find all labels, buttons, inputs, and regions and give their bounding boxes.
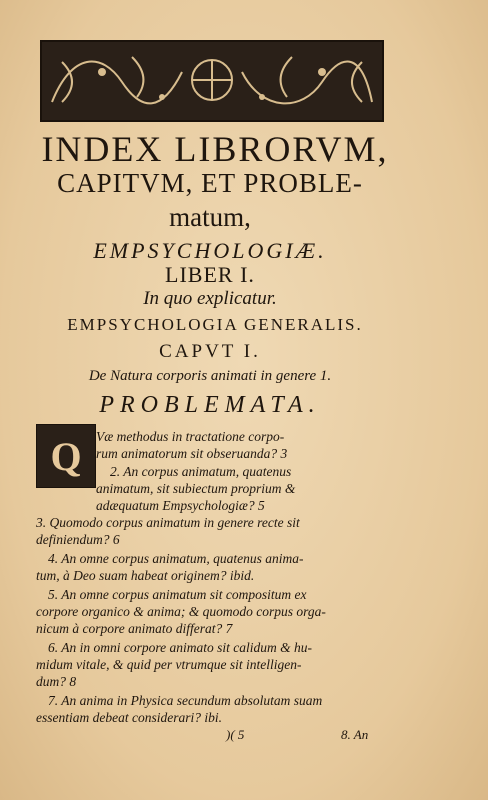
- list-line: animatum, sit subiectum proprium &: [96, 481, 296, 496]
- subtitle: EMPSYCHOLOGIÆ.: [93, 238, 327, 263]
- list-line: 5. An omne corpus animatum sit compositum ex: [48, 587, 307, 602]
- list-line: 6. An in omni corpore animato sit calidum & hu-: [48, 640, 312, 655]
- list-line: essentiam debeat considerari? ibi.: [36, 710, 222, 725]
- problemata-heading: PROBLEMATA.: [99, 392, 321, 418]
- list-line: 4. An omne corpus animatum, quatenus anima-: [48, 551, 304, 566]
- generalis-heading: EMPSYCHOLOGIA GENERALIS.: [67, 315, 363, 334]
- list-line: rum animatorum sit obseruanda? 3: [96, 446, 288, 461]
- list-line: tum, à Deo suam habeat originem? ibid.: [36, 568, 255, 583]
- woodcut-ornament-banner: [40, 40, 384, 122]
- title-line-2: CAPITVM, ET PROBLE-: [57, 168, 363, 198]
- title-line-3: matum,: [169, 202, 251, 232]
- list-line: nicum à corpore animato differat? 7: [36, 621, 233, 636]
- catchword: 8. An: [341, 727, 369, 742]
- in-quo-line: In quo explicatur.: [143, 288, 277, 309]
- title-line-1: INDEX LIBRORVM,: [41, 129, 389, 169]
- list-line: definiendum? 6: [36, 532, 120, 547]
- list-line: 7. An anima in Physica secundum absolutam suam: [48, 693, 323, 708]
- list-line: 3. Quomodo corpus animatum in genere recte sit: [36, 515, 300, 530]
- list-line: midum vitale, & quid per vtrumque sit intelligen-: [36, 657, 302, 672]
- signature-mark: )( 5: [226, 727, 245, 742]
- liber-heading: LIBER I.: [165, 262, 255, 287]
- list-line: adæquatum Empsychologiæ? 5: [96, 498, 265, 513]
- caput-heading: CAPVT I.: [159, 341, 261, 362]
- chapter-title: De Natura corporis animati in genere 1.: [88, 368, 332, 384]
- decorated-initial-letter: Q: [36, 424, 96, 488]
- list-line: corpore organico & anima; & quomodo corpus orga-: [36, 604, 326, 619]
- list-line: 2. An corpus animatum, quatenus: [110, 464, 292, 479]
- list-line: dum? 8: [36, 674, 77, 689]
- list-line: Væ methodus in tractatione corpo-: [96, 429, 285, 444]
